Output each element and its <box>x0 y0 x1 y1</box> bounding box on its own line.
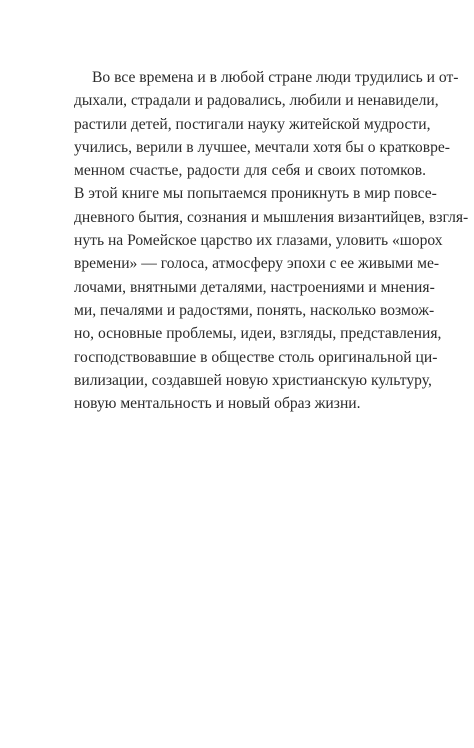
text-line: ми, печалями и радостями, понять, насколько возмож- <box>74 301 435 319</box>
text-line: Во все времена и в любой стране люди трудились и от- <box>92 69 459 86</box>
text-line: В этой книге мы попытаемся проникнуть в мир повсе- <box>74 185 437 203</box>
text-line: учились, верили в лучшее, мечтали хотя бы о кратковре- <box>74 138 451 156</box>
text-line: новую ментальность и новый образ жизни. <box>74 395 361 413</box>
text-line: времени» — голоса, атмосферу эпохи с ее живыми ме- <box>74 255 440 273</box>
text-line: лочами, внятными деталями, настроениями и мнения- <box>74 278 435 296</box>
body-paragraph <box>74 66 469 415</box>
text-line: но, основные проблемы, идеи, взгляды, представления, <box>74 325 442 343</box>
text-line: нуть на Ромейское царство их глазами, уловить «шорох <box>74 232 443 250</box>
text-line: вилизации, создавшей новую христианскую культуру, <box>74 371 432 389</box>
text-line: дневного бытия, сознания и мышления византийцев, взгля- <box>74 208 469 226</box>
text-line: дыхали, страдали и радовались, любили и ненавидели, <box>74 92 439 110</box>
text-line: менном счастье, радости для себя и своих потомков. <box>74 162 426 180</box>
text-line: растили детей, постигали науку житейской мудрости, <box>74 115 431 133</box>
text-line: господствовавшие в обществе столь оригинальной ци- <box>74 348 438 366</box>
